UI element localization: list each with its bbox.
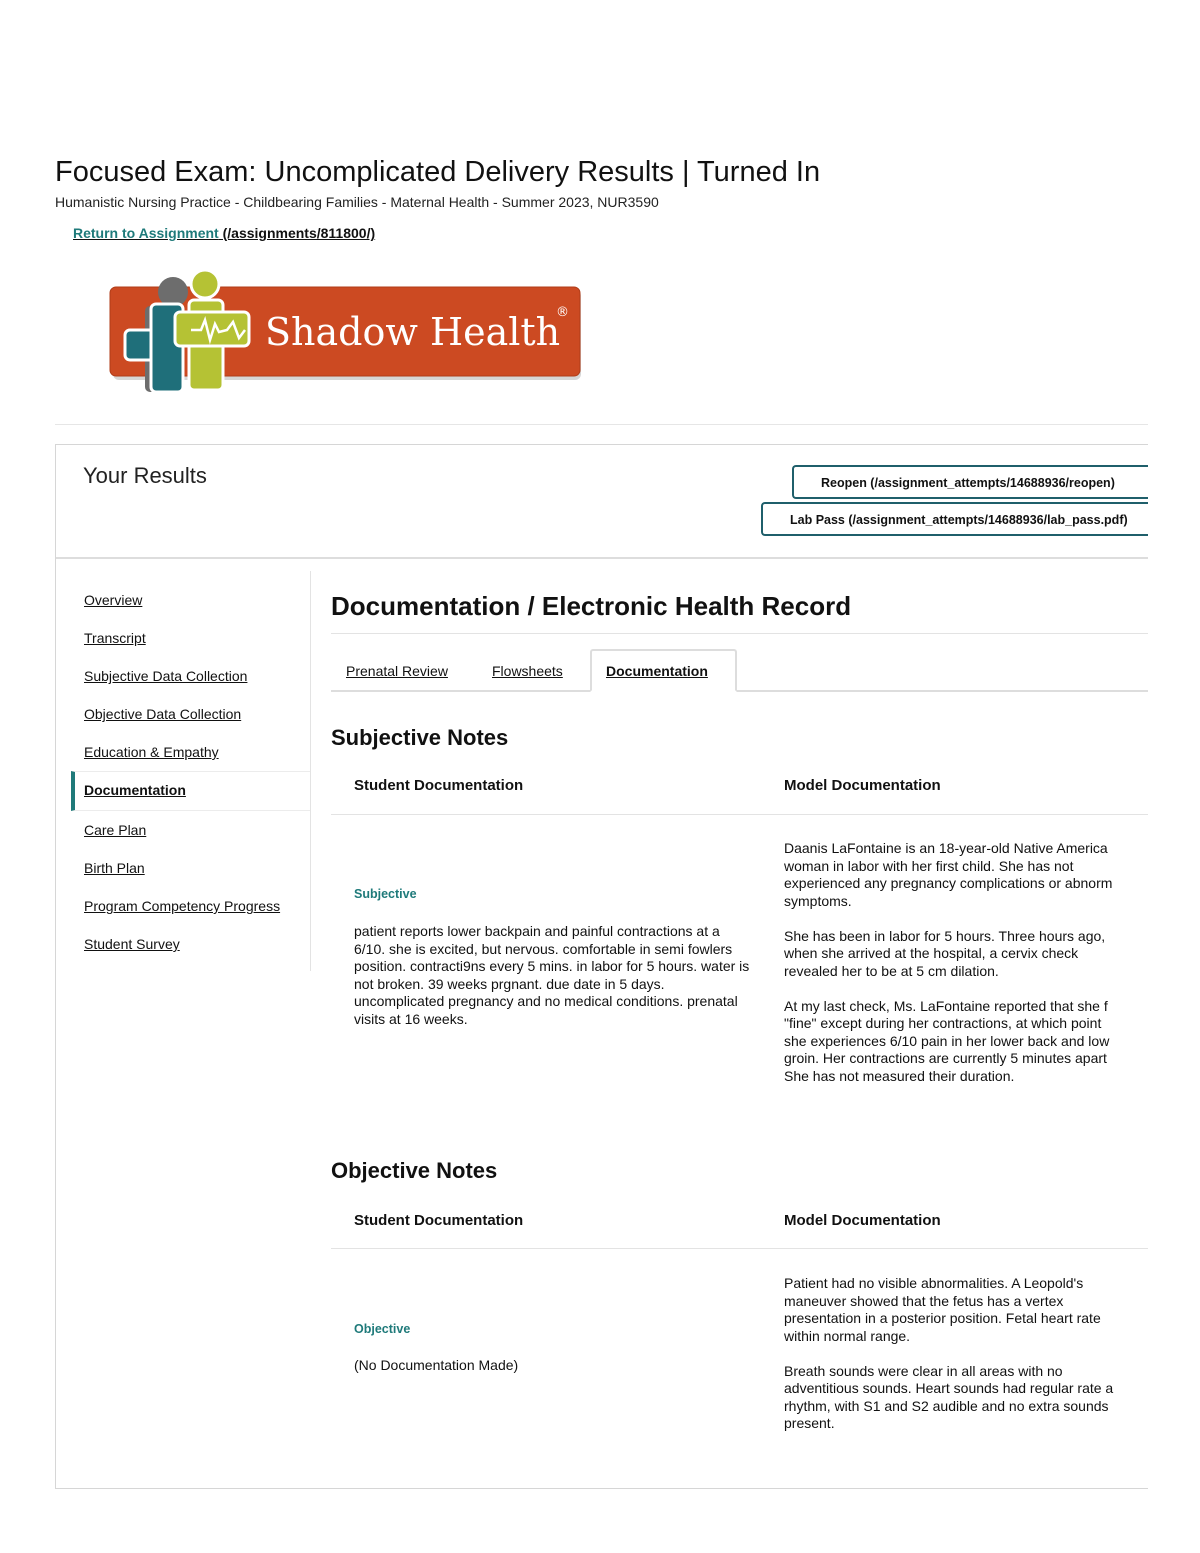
sidebar-item-care-plan[interactable]: Care Plan: [84, 822, 147, 838]
results-card: [55, 444, 1148, 1489]
lab-pass-button[interactable]: Lab Pass (/assignment_attempts/14688936/lab_pass.pdf): [761, 502, 1148, 536]
objective-model-paragraph: Breath sounds were clear in all areas with no adventitious sounds. Heart sounds had regular rate a rhythm, with S1 and S2 audible and no extra sounds present.: [784, 1362, 1114, 1431]
subjective-model-note: [784, 840, 1148, 1103]
sidebar-item-program-competency-progress[interactable]: Program Competency Progress: [84, 898, 281, 914]
return-link-path: (/assignments/811800/): [218, 225, 376, 241]
sidebar-item-documentation-label: Documentation: [84, 782, 186, 798]
sidebar-nav: [71, 571, 311, 971]
sidebar-item-overview[interactable]: Overview: [84, 592, 143, 608]
subjective-label: Subjective: [354, 887, 417, 901]
objective-notes-title: Objective Notes: [331, 1158, 498, 1183]
tab-documentation-label: Documentation: [606, 663, 708, 679]
sidebar-item-student-survey[interactable]: Student Survey: [84, 936, 180, 952]
return-link-label: Return to Assignment: [73, 225, 219, 241]
objective-student-note: (No Documentation Made): [354, 1357, 519, 1373]
shadow-health-logo: [105, 266, 585, 398]
header-divider: [55, 424, 1148, 425]
objective-model-paragraph: Patient had no visible abnormalities. A Leopold's maneuver showed that the fetus has a vertex presentation in a posterior position. Fetal heart rate within normal range.: [784, 1275, 1101, 1344]
tab-flowsheets[interactable]: Flowsheets: [492, 663, 563, 679]
tabs-divider: [331, 690, 1148, 692]
return-to-assignment-link[interactable]: [73, 225, 375, 241]
course-subtitle: Humanistic Nursing Practice - Childbearing Families - Maternal Health - Summer 2023, NUR3590: [55, 194, 659, 210]
subjective-notes-title: Subjective Notes: [331, 725, 509, 750]
subjective-model-paragraph: She has been in labor for 5 hours. Three hours ago, when she arrived at the hospital, a cervix check revealed her to be at 5 cm dilation.: [784, 927, 1106, 979]
subjective-student-column-head: Student Documentation: [354, 777, 524, 794]
logo-wordmark: Shadow Health: [265, 310, 561, 354]
objective-header-divider: [331, 1248, 1148, 1249]
tab-documentation[interactable]: [590, 649, 737, 692]
results-title: Your Results: [83, 463, 207, 488]
page-title: Focused Exam: Uncomplicated Delivery Results | Turned In: [55, 156, 821, 188]
main-title: Documentation / Electronic Health Record: [331, 591, 852, 621]
sidebar-item-birth-plan[interactable]: Birth Plan: [84, 860, 145, 876]
objective-student-column-head: Student Documentation: [354, 1212, 524, 1229]
subjective-model-paragraph: Daanis LaFontaine is an 18-year-old Native America woman in labor with her first child. She has not experienced any pregnancy complications or abnorm symptoms.: [784, 840, 1113, 909]
reopen-button[interactable]: Reopen (/assignment_attempts/14688936/reopen): [792, 465, 1148, 499]
sidebar-item-documentation[interactable]: [71, 771, 310, 811]
objective-model-note: [784, 1275, 1148, 1450]
objective-label: Objective: [354, 1322, 411, 1336]
subjective-model-column-head: Model Documentation: [784, 777, 941, 794]
subjective-model-paragraph: At my last check, Ms. LaFontaine reported that she f "fine" except during her contractions, at which point she experiences 6/10 pain in her lower back and low groin. Her contractions are currently 5 minutes apart She has not measured their duration.: [784, 997, 1110, 1084]
subjective-header-divider: [331, 814, 1148, 815]
sidebar-item-objective-data-collection[interactable]: Objective Data Collection: [84, 706, 242, 722]
subjective-student-note: patient reports lower backpain and painful contractions at a 6/10. she is excited, but nervous. comfortable in semi fowlers position. contracti9ns every 5 mins. in labor for 5 hours. water is not broken. 39 weeks prgnant. due date in 5 days. uncomplicated pregnancy and no medical conditions. prenatal visits at 16 weeks.: [354, 923, 750, 1027]
logo-registered-mark: ®: [556, 305, 569, 320]
sidebar-item-education-empathy[interactable]: Education & Empathy: [84, 744, 219, 760]
sidebar-item-subjective-data-collection[interactable]: Subjective Data Collection: [84, 668, 248, 684]
objective-model-column-head: Model Documentation: [784, 1212, 941, 1229]
results-divider: [56, 557, 1148, 559]
title-divider: [331, 633, 1148, 634]
tab-prenatal-review[interactable]: Prenatal Review: [346, 663, 448, 679]
sidebar-item-transcript[interactable]: Transcript: [84, 630, 146, 646]
